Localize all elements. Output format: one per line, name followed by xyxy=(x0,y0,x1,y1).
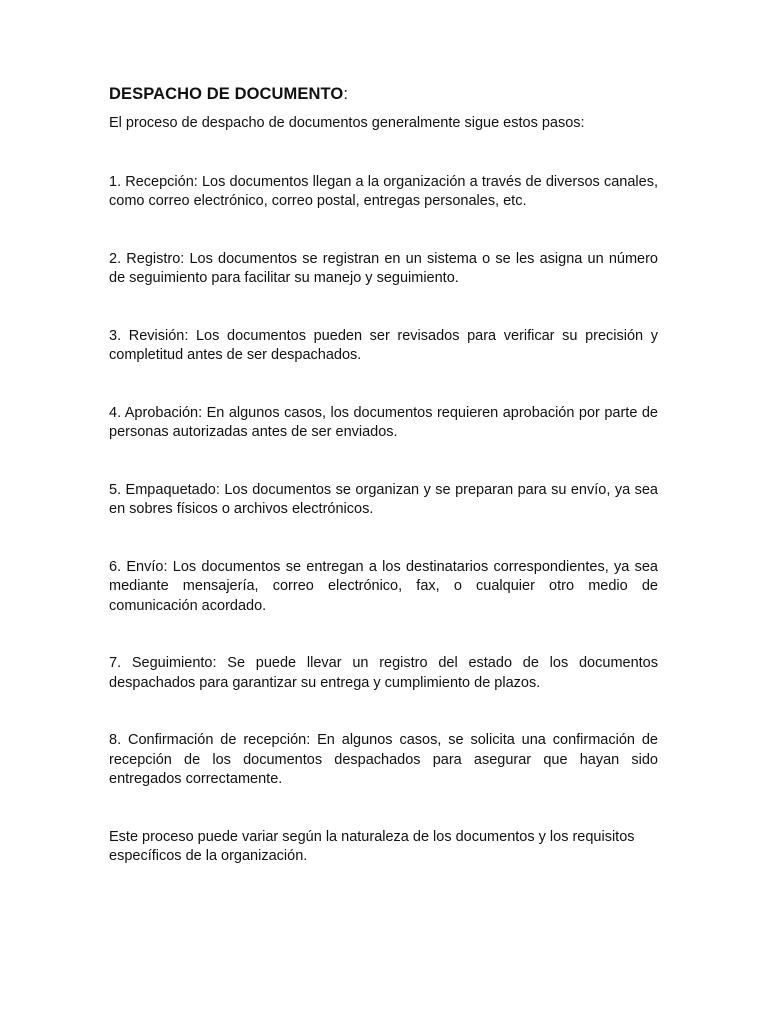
step-registro: 2. Registro: Los documentos se registran en un sistema o se les asigna un número de seguimiento para facilitar su manejo y seguimiento. xyxy=(109,250,658,286)
document-title xyxy=(109,84,658,104)
steps-list xyxy=(109,173,658,828)
spacer xyxy=(109,443,658,481)
spacer xyxy=(109,212,658,250)
step-revision: 3. Revisión: Los documentos pueden ser revisados para verificar su precisión y completitud antes de ser despachados. xyxy=(109,327,658,363)
document-conclusion: Este proceso puede variar según la naturaleza de los documentos y los requisitos específicos de la organización. xyxy=(109,828,635,864)
document-title-colon: : xyxy=(343,85,349,103)
spacer xyxy=(109,693,658,731)
step-aprobacion: 4. Aprobación: En algunos casos, los documentos requieren aprobación por parte de personas autorizadas antes de ser enviados. xyxy=(109,404,658,440)
step-seguimiento: 7. Seguimiento: Se puede llevar un registro del estado de los documentos despachados para garantizar su entrega y cumplimiento de plazos. xyxy=(109,655,658,691)
document-intro: El proceso de despacho de documentos generalmente sigue estos pasos: xyxy=(109,115,585,131)
step-confirmacion: 8. Confirmación de recepción: En algunos casos, se solicita una confirmación de recepción de los documentos despachados para asegurar que hayan sido entregados correctamente. xyxy=(109,732,658,787)
step-envio: 6. Envío: Los documentos se entregan a los destinatarios correspondientes, ya sea mediante mensajería, correo electrónico, fax, o cualquier otro medio de comunicación acordado. xyxy=(109,558,658,614)
step-recepcion: 1. Recepción: Los documentos llegan a la organización a través de diversos canales, como correo electrónico, correo postal, entregas personales, etc. xyxy=(109,173,658,209)
spacer xyxy=(109,289,658,327)
step-empaquetado: 5. Empaquetado: Los documentos se organizan y se preparan para su envío, ya sea en sobres físicos o archivos electrónicos. xyxy=(109,481,658,517)
document-title-text: DESPACHO DE DOCUMENTO xyxy=(109,85,344,103)
document-content xyxy=(109,84,658,867)
spacer xyxy=(109,366,658,404)
spacer xyxy=(109,520,658,558)
spacer xyxy=(109,134,658,173)
spacer xyxy=(109,790,658,828)
spacer xyxy=(109,616,658,654)
